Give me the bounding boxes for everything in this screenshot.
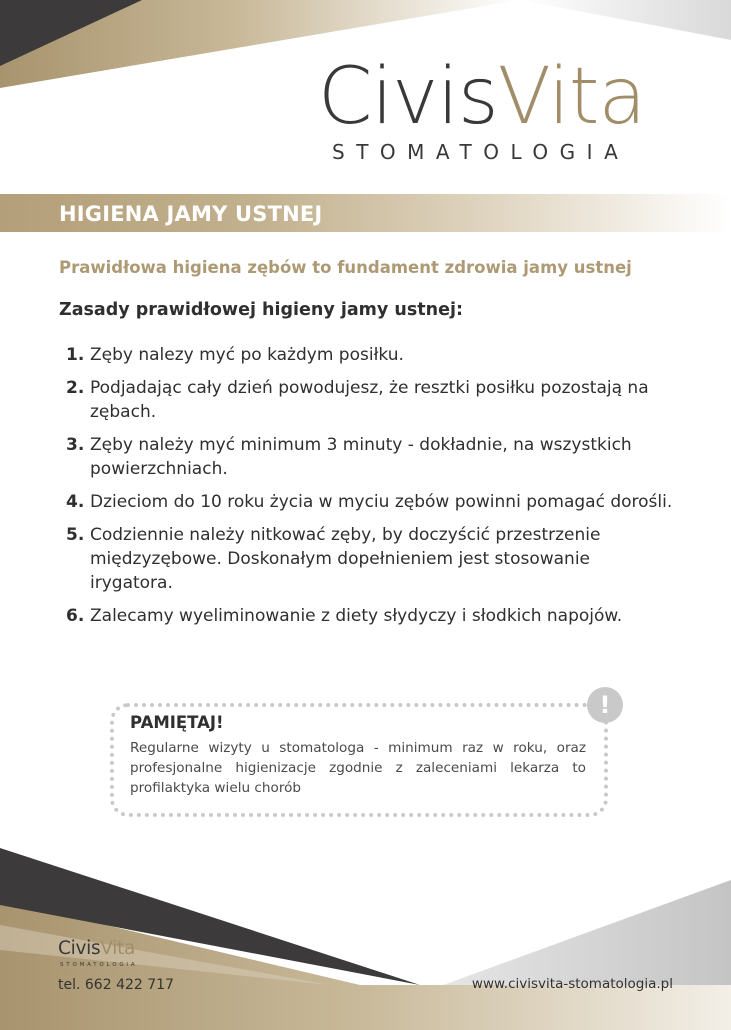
rules-list [66, 343, 676, 637]
exclamation-icon: ! [587, 687, 623, 723]
footer-logo-word-vita: Vita [100, 938, 136, 959]
rule-text: Codziennie należy nitkować zęby, by doczyścić przestrzenie międzyzębowe. Doskonałym dopełnieniem jest stosowanie irygatora. [90, 525, 601, 593]
logo-wordmark [318, 52, 645, 142]
page-title: HIGIENA JAMY USTNEJ [59, 202, 323, 226]
rule-text: Zalecamy wyeliminowanie z diety słydyczy i słodkich napojów. [90, 606, 623, 626]
list-item [66, 490, 676, 514]
list-item [66, 376, 676, 424]
rule-number: 4. [66, 492, 85, 512]
rule-text: Podjadając cały dzień powodujesz, że resztki posiłku pozostają na zębach. [90, 378, 649, 422]
list-item [66, 604, 676, 628]
top-gray-shape [520, 0, 731, 40]
rule-number: 3. [66, 435, 85, 455]
rule-number: 6. [66, 606, 85, 626]
logo-word-vita: Vita [497, 52, 646, 142]
brand-logo [318, 52, 646, 172]
footer-logo-wordmark [58, 938, 135, 960]
footer-website-link[interactable]: www.civisvita-stomatologia.pl [471, 976, 673, 992]
reminder-title: PAMIĘTAJ! [130, 713, 224, 732]
rules-heading: Zasady prawidłowej higieny jamy ustnej: [59, 300, 463, 320]
rule-number: 1. [66, 345, 85, 365]
rule-text: Dzieciom do 10 roku życia w myciu zębów powinni pomagać dorośli. [90, 492, 673, 512]
footer-logo-tagline: STOMATOLOGIA [60, 962, 138, 968]
rule-number: 2. [66, 378, 85, 398]
footer-logo-word-civis: Civis [58, 938, 101, 959]
rule-text: Zęby należy myć minimum 3 minuty - dokładnie, na wszystkich powierzchniach. [90, 435, 632, 479]
logo-word-civis: Civis [318, 52, 498, 142]
footer-logo [58, 938, 148, 978]
reminder-text: Regularne wizyty u stomatologa - minimum raz w roku, oraz profesjonalne higienizacje zgodnie z zaleceniami lekarza to profilaktyka wielu chorób [130, 740, 586, 796]
list-item [66, 343, 676, 367]
list-item [66, 433, 676, 481]
footer-phone: tel. 662 422 717 [58, 977, 174, 993]
logo-tagline: STOMATOLOGIA [332, 140, 630, 164]
list-item [66, 523, 676, 595]
rule-text: Zęby nalezy myć po każdym posiłku. [90, 345, 404, 365]
subtitle: Prawidłowa higiena zębów to fundament zdrowia jamy ustnej [59, 258, 632, 277]
rule-number: 5. [66, 525, 85, 545]
